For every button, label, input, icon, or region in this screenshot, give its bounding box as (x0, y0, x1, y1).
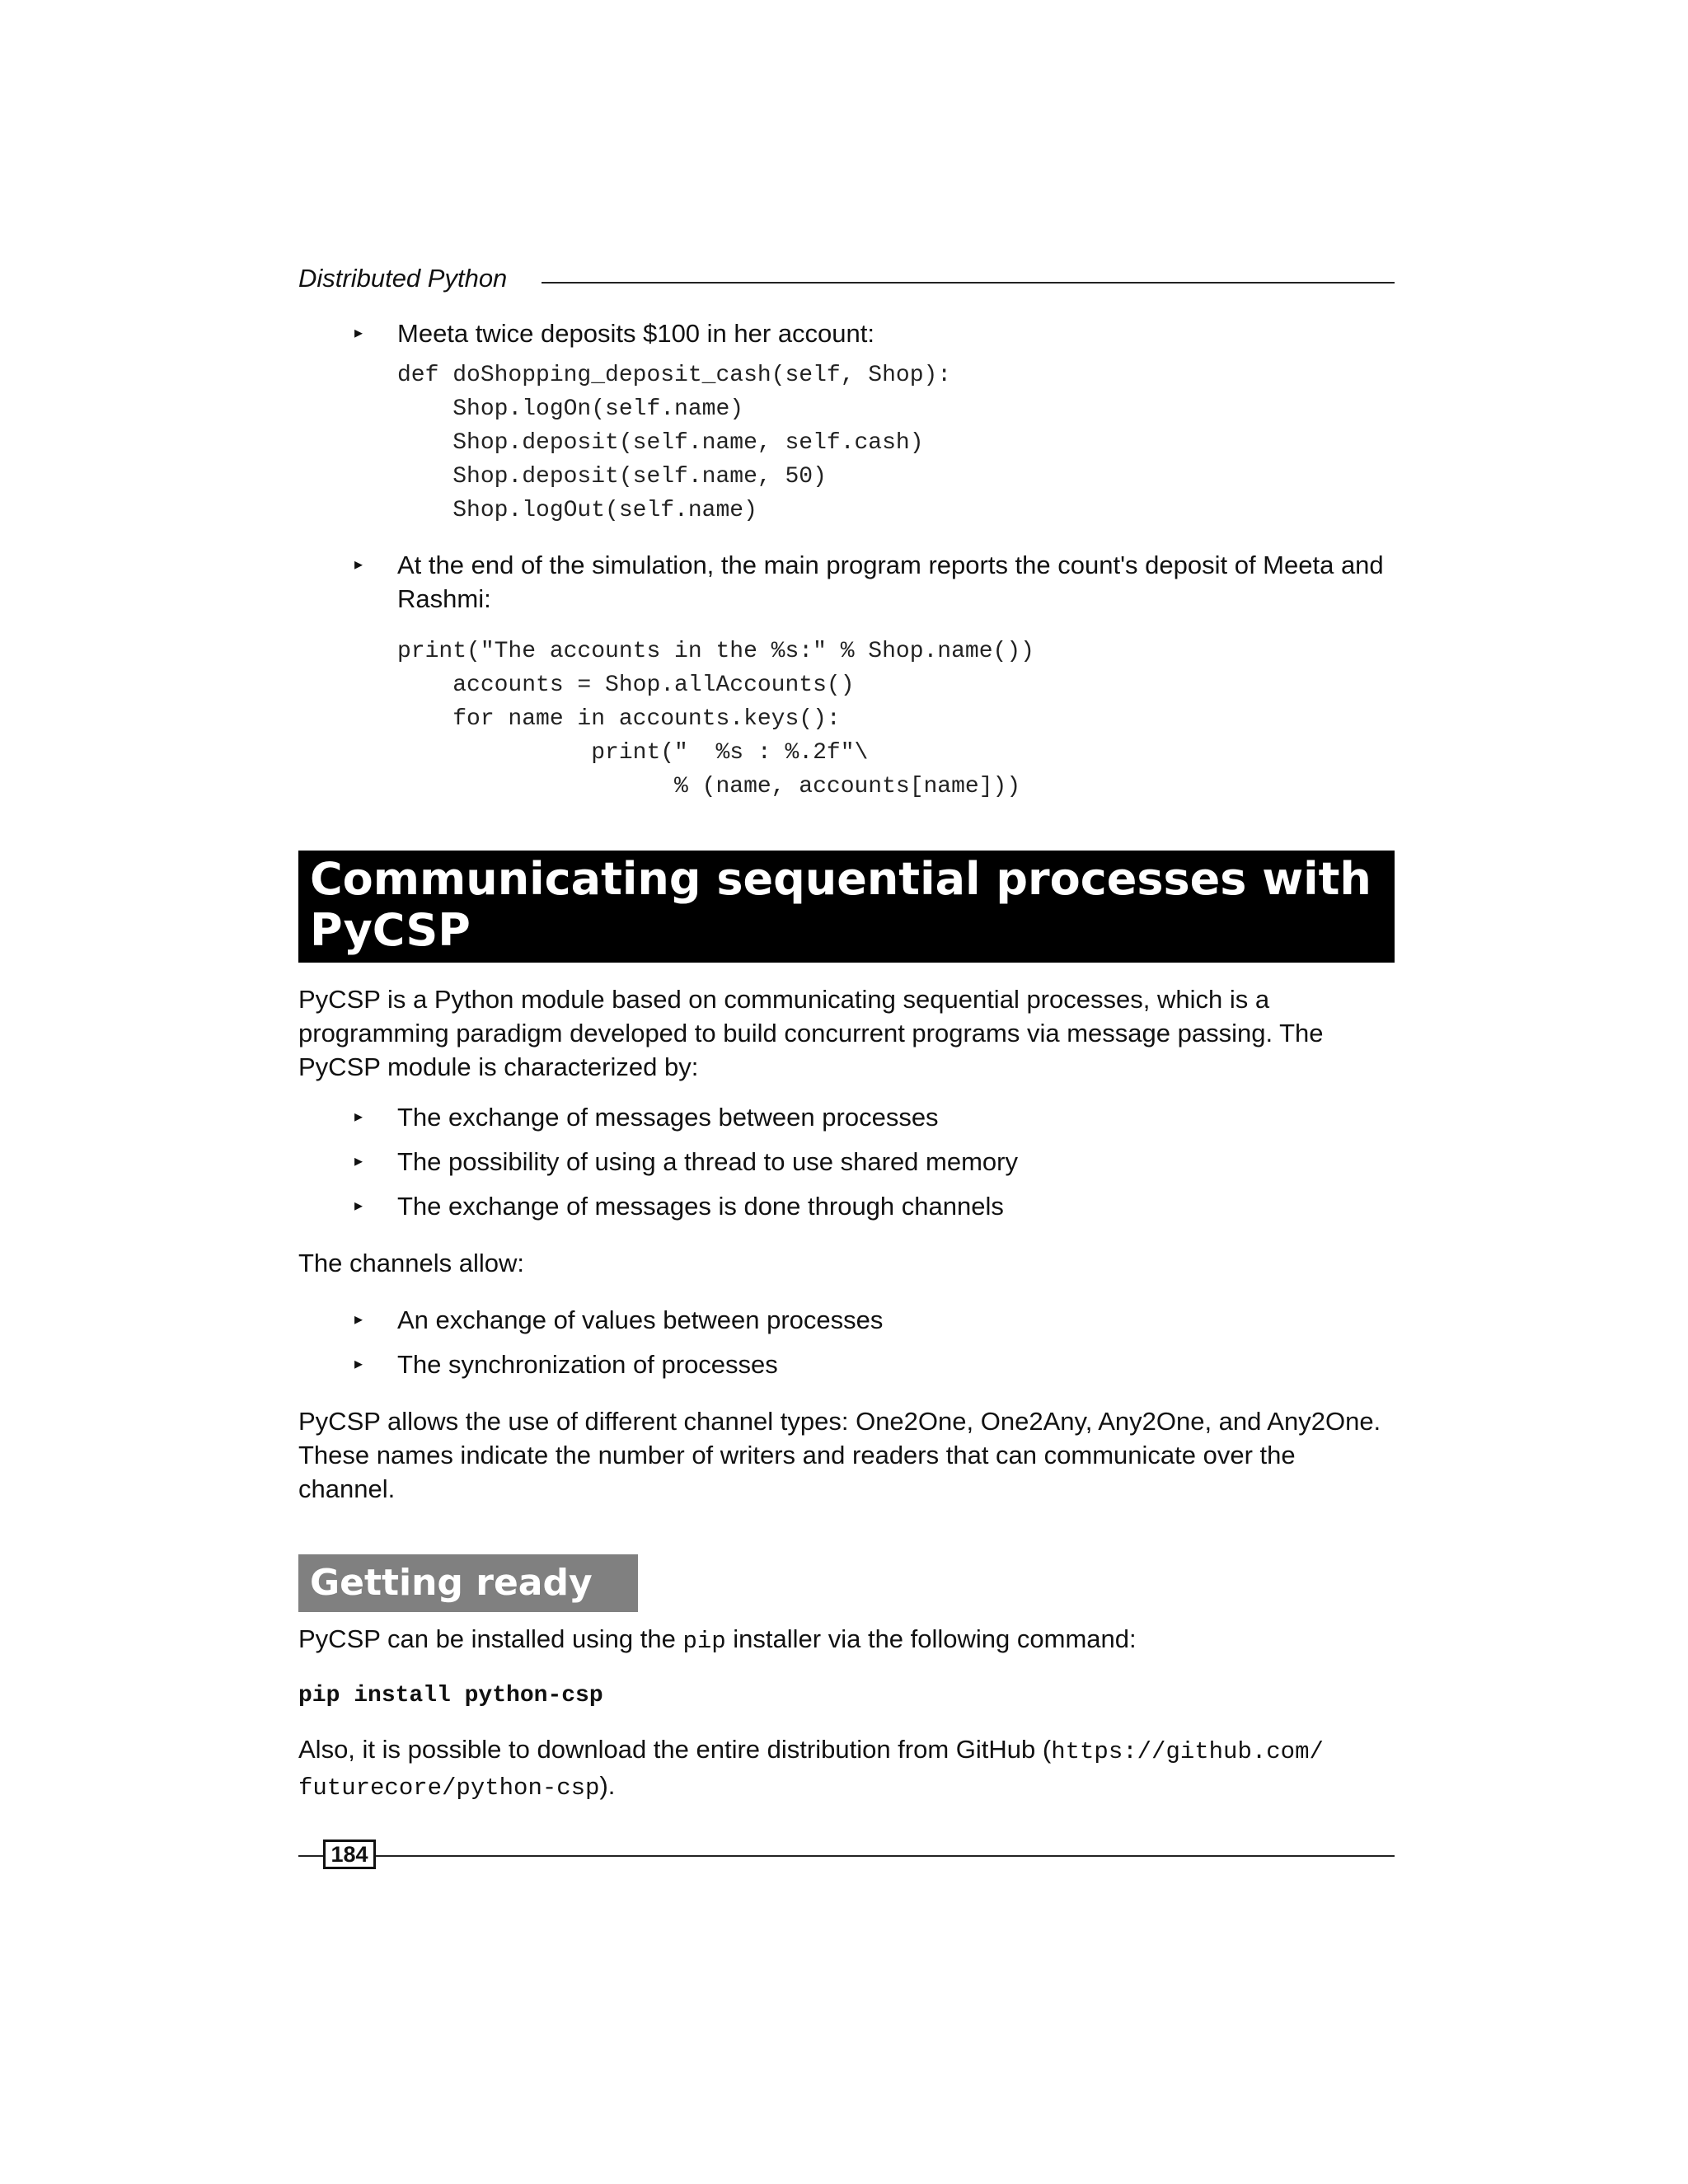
book-page (298, 0, 1395, 2184)
github-url[interactable]: futurecore/python-csp (298, 1774, 600, 1802)
bullet-arrow-icon: ▸ (354, 1197, 363, 1215)
install-text-after: installer via the following command: (725, 1624, 1137, 1653)
list-item-text: The possibility of using a thread to use shared memory (397, 1147, 1018, 1176)
section-heading-line: Communicating sequential processes with (310, 853, 1372, 905)
footer-rule (376, 1855, 1395, 1857)
bullet-text: Meeta twice deposits $100 in her account: (397, 319, 875, 348)
list-item-text: An exchange of values between processes (397, 1305, 884, 1334)
intro-paragraph: PyCSP is a Python module based on communicating sequential processes, which is a programming paradigm developed to build concurrent programs via message passing. The PyCSP module is characterized by: (298, 985, 1324, 1081)
github-paragraph (298, 1732, 1395, 1805)
list-item-text: The synchronization of processes (397, 1350, 778, 1379)
github-url[interactable]: https://github.com/ (1051, 1738, 1324, 1765)
bullet-arrow-icon: ▸ (354, 1108, 363, 1126)
bullet-arrow-icon: ▸ (354, 1152, 363, 1170)
running-header (298, 262, 1395, 295)
bullet-item (354, 316, 1395, 350)
list-item-text: The exchange of messages between processes (397, 1103, 939, 1132)
subsection-heading: Getting ready (298, 1554, 638, 1612)
footer-rule (298, 1855, 323, 1857)
list-item (354, 1347, 1395, 1381)
header-rule (542, 282, 1395, 284)
list-item (354, 1189, 1395, 1223)
bullet-item (354, 548, 1395, 616)
code-block: print("The accounts in the %s:" % Shop.name()) accounts = Shop.allAccounts() for name in accounts.keys(): print(" %s : %.2f"\ % (name, accounts[name])) (397, 639, 1034, 799)
list-item (354, 1145, 1395, 1179)
channels-intro: The channels allow: (298, 1249, 524, 1277)
section-heading-line: PyCSP (310, 904, 471, 956)
list-item (354, 1100, 1395, 1134)
code-block: def doShopping_deposit_cash(self, Shop): Shop.logOn(self.name) Shop.deposit(self.name, self.cash) Shop.deposit(self.name, 50) Shop.logOut(self.name) (397, 363, 952, 523)
list-item-text: The exchange of messages is done through channels (397, 1192, 1004, 1221)
install-command: pip install python-csp (298, 1683, 603, 1708)
github-text-before: Also, it is possible to download the entire distribution from GitHub ( (298, 1735, 1052, 1764)
channel-types-paragraph: PyCSP allows the use of different channel types: One2One, One2Any, Any2One, and Any2One. These names indicate the number of writers and readers that can communicate over the channel. (298, 1407, 1381, 1503)
section-heading (298, 851, 1395, 963)
bullet-arrow-icon: ▸ (354, 555, 363, 574)
github-text-after: ). (599, 1771, 616, 1800)
install-text-before: PyCSP can be installed using the (298, 1624, 683, 1653)
page-number: 184 (323, 1840, 376, 1869)
inline-code: pip (682, 1628, 726, 1655)
install-paragraph (298, 1622, 1395, 1658)
running-title: Distributed Python (298, 264, 508, 293)
list-item (354, 1303, 1395, 1337)
bullet-text: At the end of the simulation, the main program reports the count's deposit of Meeta and Rashmi: (397, 551, 1384, 613)
bullet-arrow-icon: ▸ (354, 1355, 363, 1373)
page-footer (298, 1840, 1395, 1872)
bullet-arrow-icon: ▸ (354, 1310, 363, 1329)
bullet-arrow-icon: ▸ (354, 324, 363, 342)
